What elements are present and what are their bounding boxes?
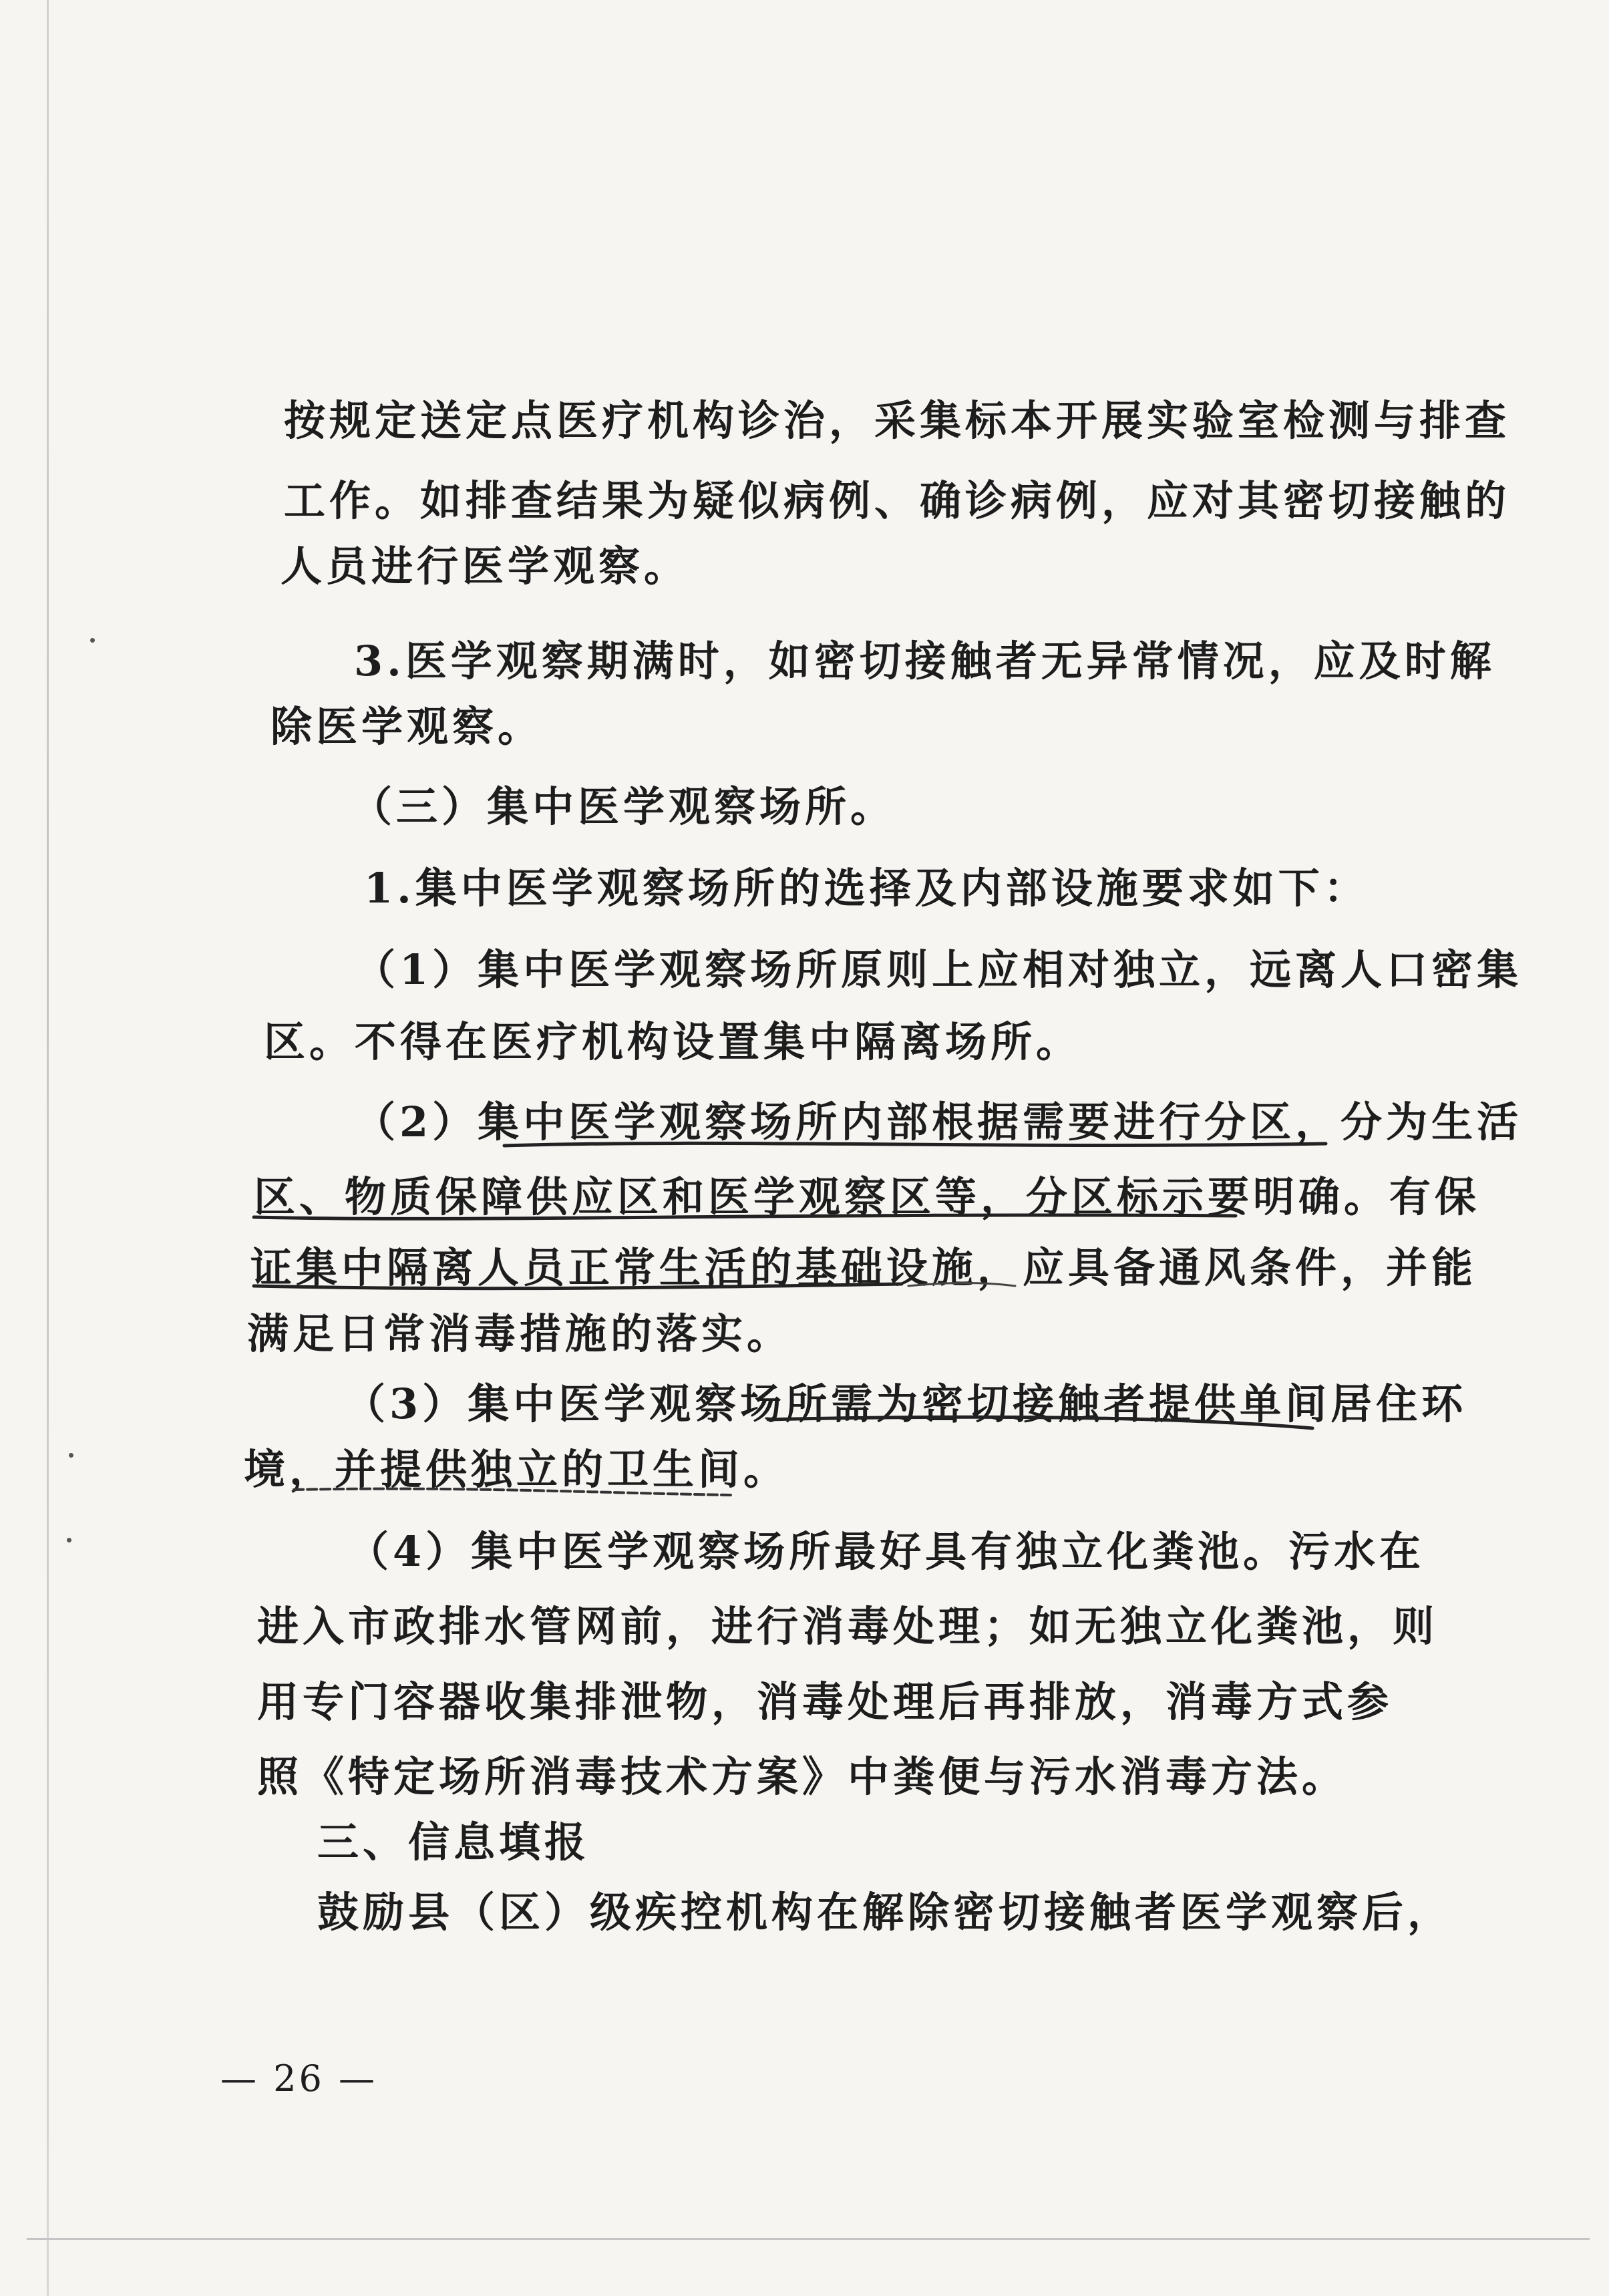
body-line: 用专门容器收集排泄物，消毒处理后再排放，消毒方式参 (257, 1677, 1393, 1726)
body-line: 人员进行医学观察。 (281, 542, 690, 591)
body-line: 证集中隔离人员正常生活的基础设施，应具备通风条件，并能 (250, 1243, 1477, 1292)
body-line: 除医学观察。 (271, 702, 544, 751)
body-line: 1.集中医学观察场所的选择及内部设施要求如下： (364, 864, 1369, 913)
page-bottom-edge (27, 2238, 1590, 2240)
body-line: （4）集中医学观察场所最好具有独立化粪池。污水在 (347, 1527, 1425, 1576)
body-line: 满足日常消毒措施的落实。 (247, 1309, 793, 1358)
binding-edge (47, 0, 49, 2296)
body-line: 照《特定场所消毒技术方案》中粪便与污水消毒方法。 (257, 1752, 1348, 1801)
page-number: — 26 — (220, 2058, 378, 2100)
body-line: 境，并提供独立的卫生间。 (244, 1445, 789, 1494)
body-line: 工作。如排查结果为疑似病例、确诊病例，应对其密切接触的 (284, 476, 1511, 525)
section-heading: （三）集中医学观察场所。 (351, 782, 896, 831)
body-line: （3）集中医学观察场所需为密切接触者提供单间居住环 (344, 1379, 1467, 1428)
scan-speck (90, 638, 95, 643)
body-line: （1）集中医学观察场所原则上应相对独立，远离人口密集 (354, 945, 1523, 994)
body-line: 按规定送定点医疗机构诊治，采集标本开展实验室检测与排查 (284, 396, 1511, 445)
body-line: 3.医学观察期满时，如密切接触者无异常情况，应及时解 (354, 637, 1495, 685)
scan-speck (69, 1453, 73, 1458)
body-line: 区。不得在医疗机构设置集中隔离场所。 (264, 1017, 1082, 1066)
body-line: （2）集中医学观察场所内部根据需要进行分区，分为生活 (354, 1098, 1523, 1146)
body-line: 区、物质保障供应区和医学观察区等，分区标示要明确。有保 (254, 1172, 1481, 1221)
body-line: 进入市政排水管网前，进行消毒处理；如无独立化粪池，则 (257, 1602, 1439, 1651)
body-line: 鼓励县（区）级疾控机构在解除密切接触者医学观察后， (317, 1888, 1453, 1937)
scan-speck (67, 1538, 71, 1542)
section-heading: 三、信息填报 (317, 1818, 590, 1866)
